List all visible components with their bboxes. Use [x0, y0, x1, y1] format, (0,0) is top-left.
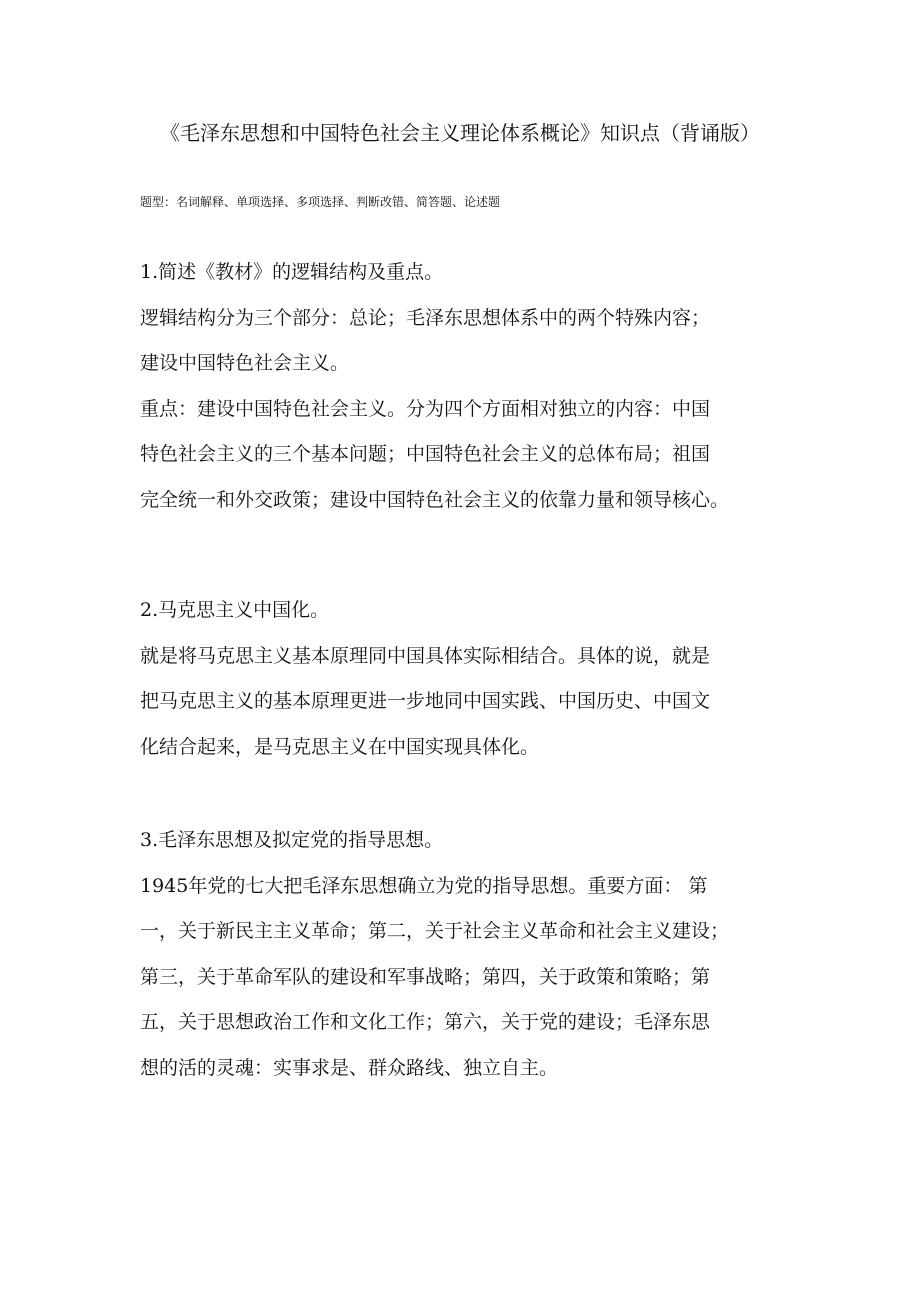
paragraph-line: 完全统一和外交政策；建设中国特色社会主义的依靠力量和领导核心。 [140, 488, 730, 511]
paragraph-line: 特色社会主义的三个基本问题；中国特色社会主义的总体布局；祖国 [140, 443, 711, 465]
section-heading: 2.马克思主义中国化。 [140, 599, 330, 621]
paragraph-line: 五，关于思想政治工作和文化工作；第六，关于党的建设；毛泽东思 [140, 1011, 711, 1033]
section-heading: 3.毛泽东思想及拟定党的指导思想。 [140, 829, 444, 851]
question-types: 题型：名词解释、单项选择、多项选择、判断改错、简答题、论述题 [140, 195, 501, 209]
paragraph-line: 一，关于新民主主义革命；第二，关于社会主义革命和社会主义建设； [140, 920, 730, 942]
paragraph-line: 第三，关于革命军队的建设和军事战略；第四，关于政策和策略；第 [140, 965, 711, 988]
paragraph-line: 重点：建设中国特色社会主义。分为四个方面相对独立的内容：中国 [140, 397, 711, 420]
paragraph-line: 建设中国特色社会主义。 [140, 352, 350, 374]
section-heading: 1.简述《教材》的逻辑结构及重点。 [140, 261, 444, 283]
section-2 [140, 588, 800, 770]
paragraph-line: 就是将马克思主义基本原理同中国具体实际相结合。具体的说，就是 [140, 644, 711, 667]
paragraph-line: 把马克思主义的基本原理更进一步地同中国实践、中国历史、中国文 [140, 690, 711, 712]
paragraph-line: 想的活的灵魂：实事求是、群众路线、独立自主。 [140, 1056, 559, 1079]
section-1 [140, 250, 800, 523]
section-3 [140, 818, 800, 1091]
document-title: 《毛泽东思想和中国特色社会主义理论体系概论》知识点（背诵版） [160, 121, 760, 145]
paragraph-line: 化结合起来，是马克思主义在中国实现具体化。 [140, 735, 540, 758]
paragraph-line: 逻辑结构分为三个部分：总论；毛泽东思想体系中的两个特殊内容； [140, 306, 711, 329]
paragraph-line: 1945年党的七大把毛泽东思想确立为党的指导思想。重要方面： 第 [140, 874, 708, 897]
